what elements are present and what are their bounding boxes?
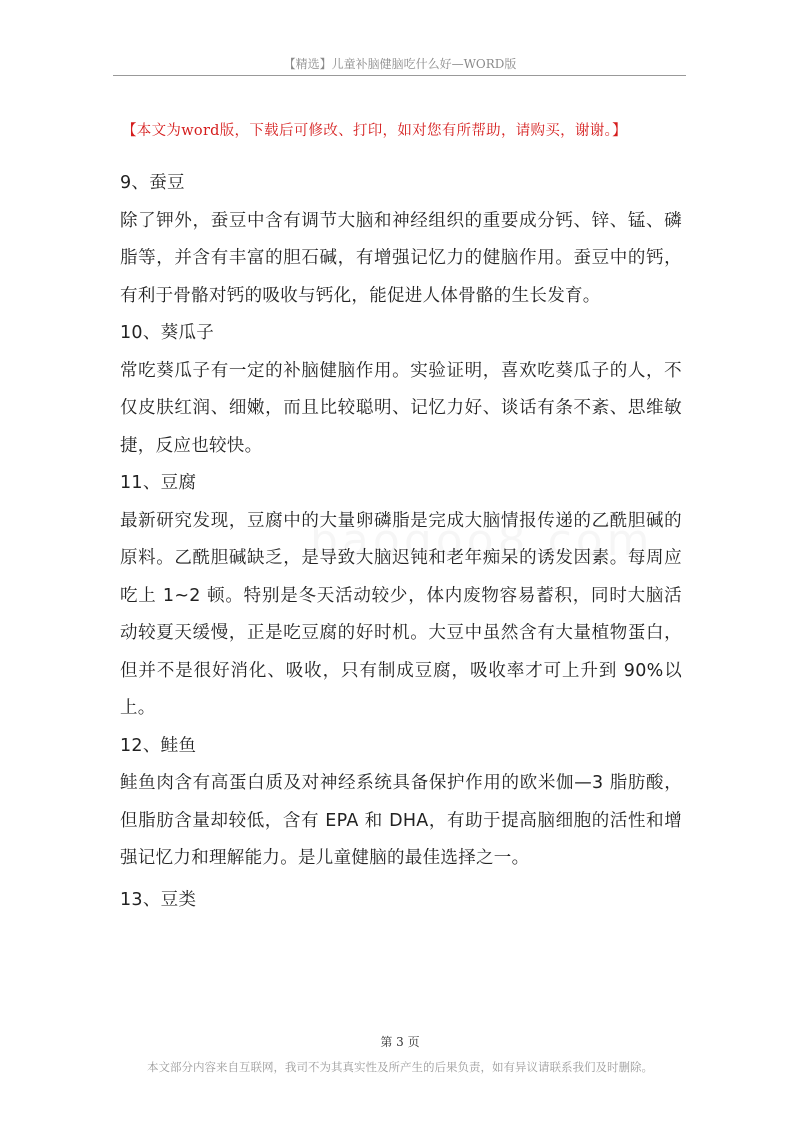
page-number: 第 3 页 [380,1035,420,1049]
header-divider [113,75,686,76]
document-body [120,165,682,919]
section-heading: 11、豆腐 [120,473,197,493]
section-heading: 12、鲑鱼 [120,735,197,756]
section-paragraph: 除了钾外，蚕豆中含有调节大脑和神经组织的重要成分钙、锌、锰、磷脂等，并含有丰富的胆石碱，有增强记忆力的健脑作用。蚕豆中的钙，有利于骨骼对钙的吸收与钙化，能促进人体骨骼的生长发育。 [120,210,682,306]
footer-disclaimer: 本文部分内容来自互联网，我司不为其真实性及所产生的后果负责，如有异议请联系我们及时删除。 [147,1060,653,1074]
section-paragraph: 最新研究发现，豆腐中的大量卵磷脂是完成大脑情报传递的乙酰胆碱的原料。乙酰胆碱缺乏，是导致大脑迟钝和老年痴呆的诱发因素。每周应吃上 1~2 顿。特别是冬天活动较少，体内废物容易蓄积，同时大脑活动较夏天缓慢，正是吃豆腐的好时机。大豆中虽然含有大量植物蛋白，但并不是很好消化、吸收，只有制成豆腐，吸收率才可上升到 90%以上。 [120,510,682,718]
section-heading: 10、葵瓜子 [120,323,215,343]
page-header-title: 【精选】儿童补脑健脑吃什么好—WORD版 [283,57,517,71]
section-heading: 13、豆类 [120,889,197,910]
download-notice: 【本文为word版，下载后可修改、打印，如对您有所帮助，请购买，谢谢。】 [122,123,627,139]
section-heading: 9、蚕豆 [120,173,185,193]
section-paragraph: 鲑鱼肉含有高蛋白质及对神经系统具备保护作用的欧米伽—3 脂肪酸，但脂肪含量却较低，含有 EPA 和 DHA，有助于提高脑细胞的活性和增强记忆力和理解能力。是儿童健脑的最佳选择之一。 [120,773,682,868]
section-paragraph: 常吃葵瓜子有一定的补脑健脑作用。实验证明，喜欢吃葵瓜子的人，不仅皮肤红润、细嫩，而且比较聪明、记忆力好、谈话有条不紊、思维敏捷，反应也较快。 [120,360,682,456]
